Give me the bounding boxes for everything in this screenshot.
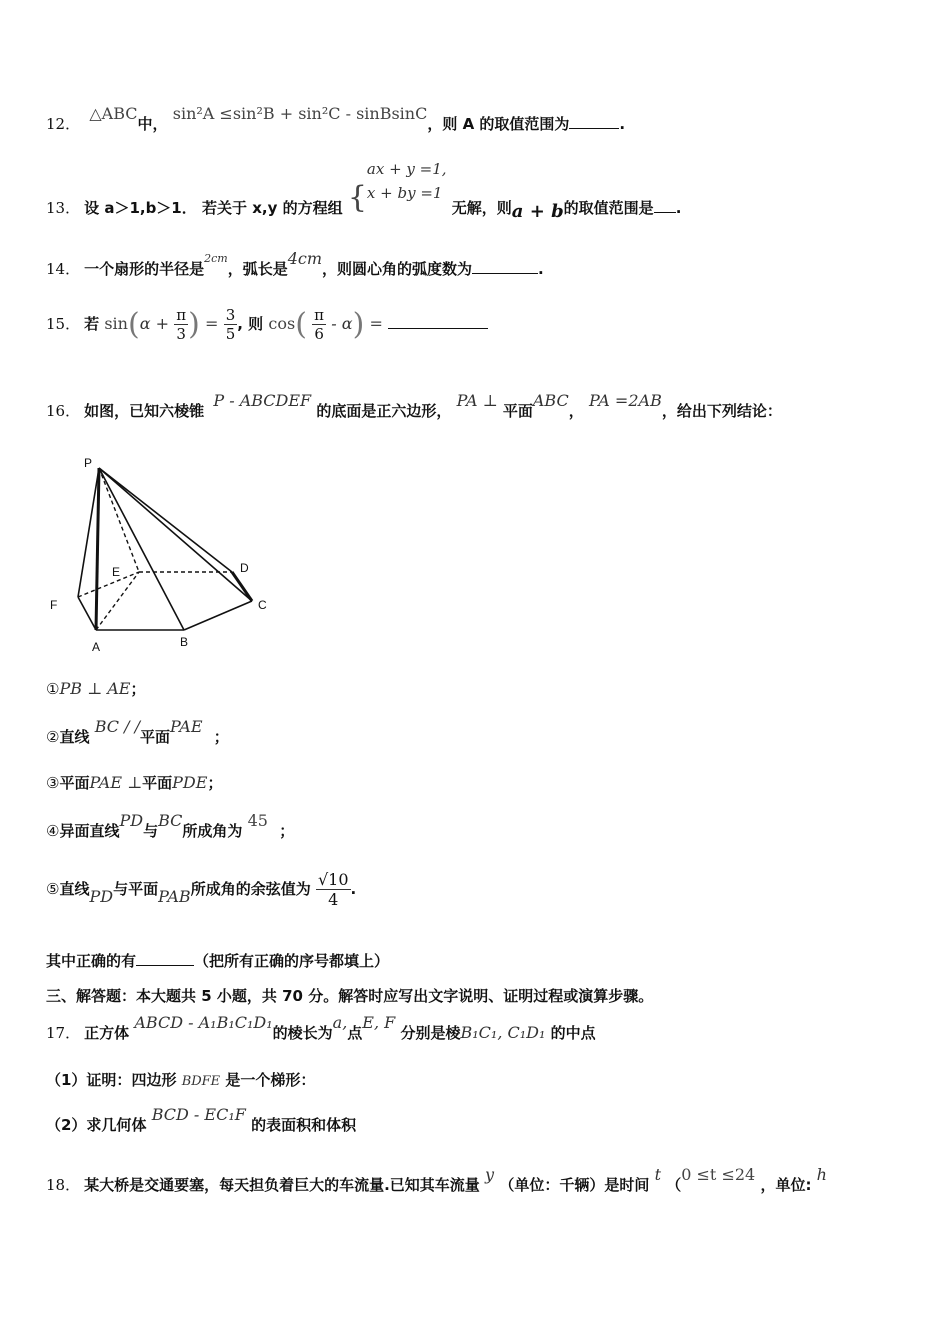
answer-blank	[569, 114, 619, 129]
statement-marker: ④	[46, 822, 60, 840]
pa-perp: PA ⊥	[456, 391, 498, 410]
text: （单位：千辆）是时间	[499, 1176, 650, 1194]
statement-2	[46, 717, 229, 747]
equation-system	[367, 160, 447, 202]
paren: (	[295, 307, 307, 342]
text: （把所有正确的序号都填上）	[194, 952, 390, 970]
paren: )	[188, 307, 200, 342]
question-14	[46, 249, 544, 279]
denominator: 3	[176, 325, 186, 343]
question-15: 15． 若 sin(α + $\frac{\pi}{3}$ ) = $\frac{3}{5}$ , 则 cos( $\frac{\pi}{6}$ - α) =	[46, 306, 488, 343]
question-number: 18．	[46, 1176, 81, 1194]
question-number: 15．	[46, 315, 81, 333]
text: 异面直线	[59, 822, 120, 840]
text: （1）证明：四边形	[46, 1071, 177, 1089]
text: ，弧长是	[227, 260, 288, 278]
edge-fa	[78, 597, 96, 630]
quadrilateral-name: BDFE	[181, 1074, 221, 1089]
statement-expr: PB ⊥ AE	[59, 679, 131, 698]
answer-blank	[388, 314, 488, 329]
pyramid-name: P - ABCDEF	[213, 391, 312, 410]
text: 平面	[142, 774, 173, 792]
numerator: π	[176, 306, 187, 324]
text: 与	[143, 822, 159, 840]
statement-marker: ①	[46, 680, 60, 698]
text: 分别是棱	[400, 1024, 461, 1042]
text: ；	[207, 774, 223, 792]
text: ，则圆心角的弧度数为	[322, 260, 473, 278]
label-e: E	[112, 565, 121, 579]
paren: (	[127, 307, 140, 342]
denominator: 4	[328, 890, 339, 909]
question-17	[46, 1013, 596, 1043]
plane-pab: PAB	[158, 887, 191, 906]
triangle-abc: △ABC	[89, 104, 138, 123]
question-12	[46, 104, 626, 134]
text: 的底面是正六边形，	[316, 402, 452, 420]
radius-value: 2cm	[204, 252, 228, 265]
text: ；	[213, 728, 229, 746]
numerator: √10	[317, 870, 349, 889]
text: .	[619, 115, 626, 133]
question-17-part-2	[46, 1105, 357, 1135]
text: 点	[347, 1024, 363, 1042]
sum-expr: a + b	[511, 201, 564, 222]
text: 平面	[502, 402, 533, 420]
text: ，则 A 的取值范围为	[427, 115, 570, 133]
label-b: B	[180, 635, 189, 649]
label-d: D	[240, 561, 249, 575]
denominator: 5	[225, 325, 236, 343]
question-17-part-1	[46, 1069, 315, 1090]
text: 所成角为	[182, 822, 243, 840]
question-18	[46, 1165, 827, 1195]
text: .	[538, 260, 544, 278]
pa-eq-2ab: PA =2AB	[588, 391, 662, 410]
fraction-pi-3	[174, 306, 188, 343]
label-f: F	[50, 598, 58, 612]
inequality-expr: sin²A ≤sin²B + sin²C - sinBsinC	[172, 104, 428, 123]
var-t: t	[654, 1165, 661, 1184]
line-bc-parallel: BC / /	[94, 717, 140, 736]
text: 是一个梯形：	[225, 1071, 316, 1089]
statement-5	[46, 870, 356, 909]
line-bc: BC	[158, 811, 183, 830]
question-number: 13．	[46, 199, 81, 217]
hexagonal-pyramid-figure	[44, 452, 284, 657]
question-number: 17．	[46, 1024, 81, 1042]
label-c: C	[258, 598, 267, 612]
text: 某大桥是交通要塞，每天担负着巨大的车流量.已知其车流量	[84, 1176, 480, 1194]
edge-pa	[96, 468, 99, 630]
text: 设 a＞1,b＞1． 若关于 x,y 的方程组	[84, 199, 343, 217]
text: ；	[279, 822, 295, 840]
text: 一个扇形的半径是	[84, 260, 205, 278]
text: 平面	[139, 728, 170, 746]
numerator: π	[314, 306, 325, 324]
question-number: 16．	[46, 402, 81, 420]
statement-3	[46, 772, 222, 793]
paren: )	[352, 307, 365, 342]
angle-value: 45	[247, 811, 268, 830]
alpha-plus: α +	[139, 314, 169, 333]
answer-blank	[472, 259, 538, 274]
answer-blank	[654, 198, 676, 213]
fraction-pi-6	[312, 306, 326, 343]
edge-pc	[99, 468, 252, 601]
text: 正方体	[84, 1024, 130, 1042]
points-ef: E, F	[362, 1013, 396, 1032]
plane-pae-perp: PAE ⊥	[89, 773, 143, 792]
question-13	[46, 160, 682, 222]
line-pd: PD	[119, 811, 144, 830]
label-p: P	[84, 456, 93, 470]
text: 的中点	[550, 1024, 596, 1042]
text: 则	[248, 315, 264, 333]
text: 平面	[59, 774, 90, 792]
equation-1: ax + y =1,	[366, 160, 447, 178]
edges-names: B₁C₁, C₁D₁	[460, 1023, 546, 1042]
section-title: 三、解答题：本大题共 5 小题，共 70 分。解答时应写出文字说明、证明过程或演算步骤。	[46, 987, 654, 1005]
fraction-sqrt10-4	[316, 870, 351, 909]
text: .	[675, 199, 682, 217]
text: .	[350, 880, 357, 898]
statement-marker: ⑤	[46, 880, 60, 898]
plane-pae: PAE	[169, 717, 203, 736]
edge-bc	[184, 601, 252, 630]
equals: =	[205, 314, 219, 333]
text: ；	[130, 680, 146, 698]
text: 其中正确的有	[46, 952, 137, 970]
denominator: 6	[314, 325, 324, 343]
brace: {	[347, 180, 367, 215]
edge-length: a,	[332, 1013, 348, 1032]
text: ，单位:	[760, 1176, 812, 1194]
statement-1	[46, 678, 145, 699]
fill-line	[46, 950, 389, 971]
line-pd: PD	[89, 887, 114, 906]
edge-pb	[99, 468, 184, 630]
plane-pde: PDE	[172, 773, 208, 792]
text: 若	[84, 315, 100, 333]
text: （2）求几何体	[46, 1116, 147, 1134]
text: 中，	[137, 115, 168, 133]
time-range: 0 ≤t ≤24	[681, 1165, 756, 1184]
unit-h: h	[816, 1165, 827, 1184]
question-number: 14．	[46, 260, 81, 278]
text: 的棱长为	[272, 1024, 333, 1042]
plane-abc: ABC	[532, 391, 569, 410]
text: 直线	[59, 880, 90, 898]
text: 的取值范围是	[563, 199, 654, 217]
text: ，给出下列结论：	[661, 402, 782, 420]
text: 直线	[59, 728, 90, 746]
text: 与平面	[113, 880, 159, 898]
cube-name: ABCD - A₁B₁C₁D₁	[134, 1013, 273, 1032]
text: 如图，已知六棱锥	[84, 402, 205, 420]
edge-pd	[99, 468, 232, 572]
question-number: 12．	[46, 115, 81, 133]
text: 所成角的余弦值为	[190, 880, 311, 898]
text: （	[666, 1176, 682, 1194]
equation-2: x + by =1	[366, 184, 443, 202]
fraction-3-5	[224, 306, 238, 343]
sin-func: sin	[104, 314, 128, 333]
minus-alpha: - α	[331, 314, 353, 333]
var-y: y	[485, 1165, 495, 1184]
statement-marker: ②	[46, 728, 60, 746]
section-heading	[46, 985, 653, 1006]
statement-marker: ③	[46, 774, 60, 792]
answer-blank	[136, 951, 194, 966]
text: 的表面积和体积	[251, 1116, 357, 1134]
text: ，	[568, 402, 584, 420]
label-a: A	[92, 640, 101, 654]
solid-name: BCD - EC₁F	[151, 1105, 246, 1124]
arc-length-value: 4cm	[287, 249, 323, 268]
question-16	[46, 391, 782, 421]
text: 无解，则	[451, 199, 512, 217]
equals: =	[369, 314, 383, 333]
statement-4	[46, 811, 295, 841]
cos-func: cos	[268, 314, 296, 333]
numerator: 3	[225, 306, 236, 324]
